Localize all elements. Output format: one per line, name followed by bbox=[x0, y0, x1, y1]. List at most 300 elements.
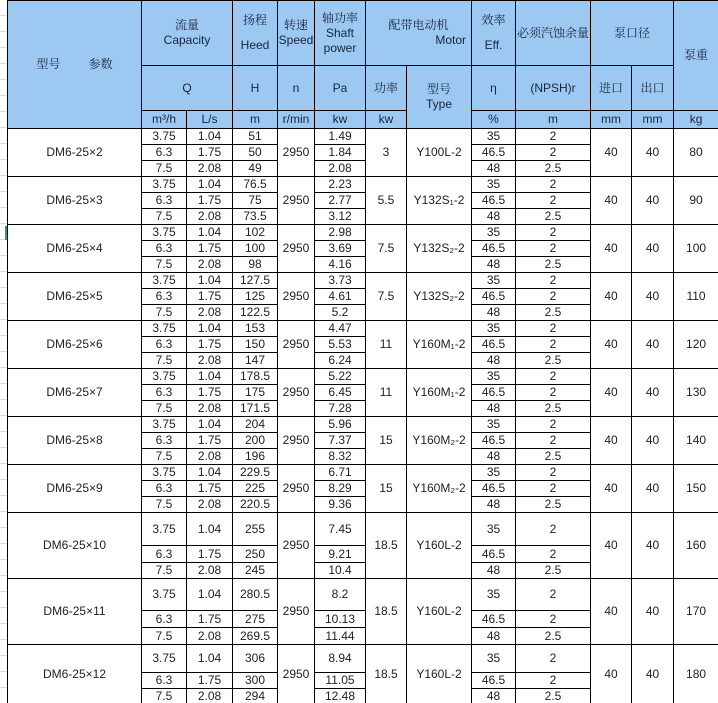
weight-cell: 140 bbox=[674, 417, 718, 465]
head-cell: 73.5 bbox=[233, 209, 278, 225]
outlet-cell: 40 bbox=[632, 513, 674, 579]
head-cell: 306 bbox=[233, 645, 278, 673]
motor-power-cell: 18.5 bbox=[366, 645, 407, 703]
motor-power-cell: 18.5 bbox=[366, 579, 407, 645]
q-ls-cell: 1.04 bbox=[187, 369, 233, 385]
q-m3h-cell: 6.3 bbox=[142, 145, 187, 161]
efficiency-cell: 46.5 bbox=[472, 673, 516, 689]
capacity-symbol: Q bbox=[142, 66, 233, 111]
table-row bbox=[8, 225, 718, 241]
speed-symbol: n bbox=[278, 66, 315, 111]
npsh-cell: 2 bbox=[516, 129, 591, 145]
q-m3h-cell: 3.75 bbox=[142, 465, 187, 481]
q-ls-cell: 2.08 bbox=[187, 305, 233, 321]
q-ls-cell: 1.04 bbox=[187, 417, 233, 433]
q-m3h-cell: 7.5 bbox=[142, 563, 187, 579]
speed-unit: r/min bbox=[278, 111, 315, 129]
head-cell: 250 bbox=[233, 546, 278, 563]
capacity-unit-ls: L/s bbox=[187, 111, 233, 129]
q-ls-cell: 1.04 bbox=[187, 465, 233, 481]
speed-cell: 2950 bbox=[278, 273, 315, 321]
q-m3h-cell: 7.5 bbox=[142, 401, 187, 417]
efficiency-cell: 46.5 bbox=[472, 337, 516, 353]
npsh-cell: 2 bbox=[516, 645, 591, 673]
q-m3h-cell: 3.75 bbox=[142, 321, 187, 337]
npsh-cell: 2 bbox=[516, 321, 591, 337]
model-cell: DM6-25×4 bbox=[8, 225, 142, 273]
q-m3h-cell: 6.3 bbox=[142, 385, 187, 401]
q-ls-cell: 1.75 bbox=[187, 385, 233, 401]
efficiency-cell: 46.5 bbox=[472, 433, 516, 449]
npsh-cell: 2 bbox=[516, 193, 591, 209]
efficiency-cell: 48 bbox=[472, 449, 516, 465]
q-m3h-cell: 3.75 bbox=[142, 369, 187, 385]
head-cell: 275 bbox=[233, 611, 278, 628]
q-ls-cell: 1.75 bbox=[187, 481, 233, 497]
head-cell: 153 bbox=[233, 321, 278, 337]
efficiency-cell: 48 bbox=[472, 305, 516, 321]
q-m3h-cell: 6.3 bbox=[142, 611, 187, 628]
outlet-cell: 40 bbox=[632, 321, 674, 369]
npsh-cell: 2 bbox=[516, 225, 591, 241]
npsh-cell: 2.5 bbox=[516, 628, 591, 645]
q-m3h-cell: 6.3 bbox=[142, 289, 187, 305]
shaft-power-cell: 12.48 bbox=[315, 689, 366, 703]
motor-header: 配带电动机 Motor bbox=[366, 1, 472, 66]
inlet-cell: 40 bbox=[591, 321, 632, 369]
outlet-cell: 40 bbox=[632, 417, 674, 465]
speed-cell: 2950 bbox=[278, 465, 315, 513]
head-cell: 125 bbox=[233, 289, 278, 305]
q-ls-cell: 1.75 bbox=[187, 433, 233, 449]
npsh-cell: 2.5 bbox=[516, 563, 591, 579]
motor-power-cell: 3 bbox=[366, 129, 407, 177]
shaft-power-cell: 3.12 bbox=[315, 209, 366, 225]
q-m3h-cell: 7.5 bbox=[142, 628, 187, 645]
q-ls-cell: 1.75 bbox=[187, 289, 233, 305]
pump-spec-table bbox=[7, 0, 718, 703]
efficiency-symbol: η bbox=[472, 66, 516, 111]
q-ls-cell: 1.04 bbox=[187, 645, 233, 673]
table-row bbox=[8, 369, 718, 385]
speed-cell: 2950 bbox=[278, 579, 315, 645]
q-m3h-cell: 3.75 bbox=[142, 417, 187, 433]
shaft-power-cell: 5.22 bbox=[315, 369, 366, 385]
npsh-cell: 2.5 bbox=[516, 353, 591, 369]
head-cell: 204 bbox=[233, 417, 278, 433]
shaft-power-cell: 8.94 bbox=[315, 645, 366, 673]
inlet-cell: 40 bbox=[591, 225, 632, 273]
weight-unit: kg bbox=[674, 111, 718, 129]
speed-cell: 2950 bbox=[278, 417, 315, 465]
q-m3h-cell: 3.75 bbox=[142, 129, 187, 145]
head-cell: 150 bbox=[233, 337, 278, 353]
weight-cell: 160 bbox=[674, 513, 718, 579]
npsh-header: 必须汽蚀余量 bbox=[516, 1, 591, 66]
efficiency-cell: 46.5 bbox=[472, 385, 516, 401]
pump-port-header: 泵口径 bbox=[591, 1, 674, 66]
shaft-power-cell: 4.47 bbox=[315, 321, 366, 337]
shaft-power-cell: 5.53 bbox=[315, 337, 366, 353]
npsh-cell: 2 bbox=[516, 337, 591, 353]
weight-cell: 180 bbox=[674, 645, 718, 703]
outlet-cell: 40 bbox=[632, 129, 674, 177]
shaft-power-cell: 11.44 bbox=[315, 628, 366, 645]
q-ls-cell: 1.75 bbox=[187, 611, 233, 628]
head-cell: 75 bbox=[233, 193, 278, 209]
q-m3h-cell: 3.75 bbox=[142, 645, 187, 673]
shaft-power-cell: 4.16 bbox=[315, 257, 366, 273]
npsh-unit: m bbox=[516, 111, 591, 129]
table-row bbox=[8, 579, 718, 611]
motor-type-cell: Y160L-2 bbox=[407, 579, 472, 645]
efficiency-cell: 46.5 bbox=[472, 241, 516, 257]
head-cell: 100 bbox=[233, 241, 278, 257]
shaft-power-cell: 7.37 bbox=[315, 433, 366, 449]
npsh-cell: 2 bbox=[516, 465, 591, 481]
q-m3h-cell: 6.3 bbox=[142, 546, 187, 563]
speed-cell: 2950 bbox=[278, 321, 315, 369]
motor-type-cell: Y160M₁-2 bbox=[407, 369, 472, 417]
head-cell: 280.5 bbox=[233, 579, 278, 611]
table-row bbox=[8, 177, 718, 193]
q-ls-cell: 1.04 bbox=[187, 177, 233, 193]
model-cell: DM6-25×11 bbox=[8, 579, 142, 645]
capacity-unit-m3h: m³/h bbox=[142, 111, 187, 129]
npsh-cell: 2 bbox=[516, 241, 591, 257]
efficiency-cell: 46.5 bbox=[472, 611, 516, 628]
q-ls-cell: 2.08 bbox=[187, 161, 233, 177]
outlet-unit: mm bbox=[632, 111, 674, 129]
shaft-power-cell: 1.84 bbox=[315, 145, 366, 161]
q-ls-cell: 1.75 bbox=[187, 241, 233, 257]
npsh-cell: 2 bbox=[516, 385, 591, 401]
weight-cell: 110 bbox=[674, 273, 718, 321]
motor-power-cell: 7.5 bbox=[366, 273, 407, 321]
npsh-cell: 2 bbox=[516, 513, 591, 546]
q-m3h-cell: 7.5 bbox=[142, 305, 187, 321]
inlet-cell: 40 bbox=[591, 645, 632, 703]
model-cell: DM6-25×8 bbox=[8, 417, 142, 465]
outlet-label: 出口 bbox=[632, 66, 674, 111]
weight-cell: 120 bbox=[674, 321, 718, 369]
npsh-cell: 2 bbox=[516, 289, 591, 305]
npsh-cell: 2 bbox=[516, 481, 591, 497]
head-cell: 200 bbox=[233, 433, 278, 449]
weight-cell: 170 bbox=[674, 579, 718, 645]
npsh-cell: 2 bbox=[516, 433, 591, 449]
shaft-power-symbol: Pa bbox=[315, 66, 366, 111]
shaft-power-cell: 9.21 bbox=[315, 546, 366, 563]
shaft-power-cell: 1.49 bbox=[315, 129, 366, 145]
speed-cell: 2950 bbox=[278, 129, 315, 177]
motor-power-cell: 11 bbox=[366, 321, 407, 369]
motor-type-cell: Y160M₂-2 bbox=[407, 465, 472, 513]
inlet-cell: 40 bbox=[591, 273, 632, 321]
efficiency-cell: 46.5 bbox=[472, 145, 516, 161]
head-cell: 49 bbox=[233, 161, 278, 177]
table-row bbox=[8, 513, 718, 546]
efficiency-cell: 35 bbox=[472, 273, 516, 289]
inlet-cell: 40 bbox=[591, 513, 632, 579]
npsh-cell: 2.5 bbox=[516, 449, 591, 465]
q-ls-cell: 1.04 bbox=[187, 225, 233, 241]
model-cell: DM6-25×3 bbox=[8, 177, 142, 225]
q-m3h-cell: 7.5 bbox=[142, 353, 187, 369]
motor-type-cell: Y160L-2 bbox=[407, 645, 472, 703]
motor-power-cell: 5.5 bbox=[366, 177, 407, 225]
head-cell: 255 bbox=[233, 513, 278, 546]
efficiency-cell: 48 bbox=[472, 689, 516, 703]
inlet-label: 进口 bbox=[591, 66, 632, 111]
speed-cell: 2950 bbox=[278, 513, 315, 579]
motor-type-cell: Y132S₁-2 bbox=[407, 177, 472, 225]
efficiency-cell: 48 bbox=[472, 401, 516, 417]
outlet-cell: 40 bbox=[632, 225, 674, 273]
model-cell: DM6-25×9 bbox=[8, 465, 142, 513]
weight-cell: 130 bbox=[674, 369, 718, 417]
motor-power-cell: 15 bbox=[366, 465, 407, 513]
efficiency-cell: 48 bbox=[472, 161, 516, 177]
efficiency-cell: 35 bbox=[472, 225, 516, 241]
head-symbol: H bbox=[233, 66, 278, 111]
q-ls-cell: 1.04 bbox=[187, 321, 233, 337]
head-cell: 225 bbox=[233, 481, 278, 497]
motor-power-cell: 7.5 bbox=[366, 225, 407, 273]
outlet-cell: 40 bbox=[632, 465, 674, 513]
q-m3h-cell: 6.3 bbox=[142, 433, 187, 449]
npsh-cell: 2 bbox=[516, 579, 591, 611]
inlet-cell: 40 bbox=[591, 369, 632, 417]
shaft-power-cell: 9.36 bbox=[315, 497, 366, 513]
model-label: 型号 bbox=[36, 57, 61, 71]
head-cell: 196 bbox=[233, 449, 278, 465]
motor-power-unit: kw bbox=[366, 111, 407, 129]
pump-weight-header: 泵重 bbox=[674, 1, 718, 111]
param-label: 参数 bbox=[88, 57, 113, 71]
motor-power-cell: 11 bbox=[366, 369, 407, 417]
table-row bbox=[8, 129, 718, 145]
q-m3h-cell: 3.75 bbox=[142, 177, 187, 193]
npsh-cell: 2.5 bbox=[516, 401, 591, 417]
npsh-cell: 2 bbox=[516, 546, 591, 563]
q-ls-cell: 2.08 bbox=[187, 497, 233, 513]
npsh-cell: 2 bbox=[516, 177, 591, 193]
inlet-cell: 40 bbox=[591, 129, 632, 177]
speed-cell: 2950 bbox=[278, 177, 315, 225]
q-ls-cell: 1.75 bbox=[187, 673, 233, 689]
q-m3h-cell: 7.5 bbox=[142, 257, 187, 273]
motor-type-cell: Y132S₂-2 bbox=[407, 273, 472, 321]
inlet-cell: 40 bbox=[591, 177, 632, 225]
q-m3h-cell: 7.5 bbox=[142, 449, 187, 465]
inlet-cell: 40 bbox=[591, 579, 632, 645]
model-cell: DM6-25×10 bbox=[8, 513, 142, 579]
efficiency-cell: 35 bbox=[472, 369, 516, 385]
head-cell: 147 bbox=[233, 353, 278, 369]
q-m3h-cell: 3.75 bbox=[142, 273, 187, 289]
q-ls-cell: 2.08 bbox=[187, 209, 233, 225]
outlet-cell: 40 bbox=[632, 177, 674, 225]
speed-cell: 2950 bbox=[278, 369, 315, 417]
npsh-cell: 2.5 bbox=[516, 689, 591, 703]
efficiency-cell: 46.5 bbox=[472, 289, 516, 305]
model-cell: DM6-25×5 bbox=[8, 273, 142, 321]
npsh-symbol: (NPSH)r bbox=[516, 66, 591, 111]
table-header bbox=[8, 1, 718, 129]
q-m3h-cell: 6.3 bbox=[142, 241, 187, 257]
npsh-cell: 2.5 bbox=[516, 209, 591, 225]
efficiency-cell: 48 bbox=[472, 209, 516, 225]
efficiency-cell: 35 bbox=[472, 465, 516, 481]
outlet-cell: 40 bbox=[632, 645, 674, 703]
shaft-power-unit: kw bbox=[315, 111, 366, 129]
shaft-power-cell: 2.77 bbox=[315, 193, 366, 209]
motor-type-cell: Y132S₂-2 bbox=[407, 225, 472, 273]
efficiency-unit: % bbox=[472, 111, 516, 129]
npsh-cell: 2.5 bbox=[516, 161, 591, 177]
shaft-power-cell: 8.32 bbox=[315, 449, 366, 465]
inlet-cell: 40 bbox=[591, 417, 632, 465]
q-ls-cell: 1.04 bbox=[187, 513, 233, 546]
q-ls-cell: 2.08 bbox=[187, 628, 233, 645]
motor-type-label: 型号 Type bbox=[407, 66, 472, 129]
speed-cell: 2950 bbox=[278, 645, 315, 703]
speed-header: 转速 Speed bbox=[278, 1, 315, 66]
npsh-cell: 2 bbox=[516, 611, 591, 628]
table-row bbox=[8, 417, 718, 433]
q-m3h-cell: 6.3 bbox=[142, 673, 187, 689]
model-param-header bbox=[8, 1, 142, 129]
motor-type-cell: Y160L-2 bbox=[407, 513, 472, 579]
speed-cell: 2950 bbox=[278, 225, 315, 273]
outlet-cell: 40 bbox=[632, 369, 674, 417]
npsh-cell: 2.5 bbox=[516, 257, 591, 273]
motor-type-cell: Y100L-2 bbox=[407, 129, 472, 177]
npsh-cell: 2 bbox=[516, 145, 591, 161]
efficiency-cell: 35 bbox=[472, 321, 516, 337]
table-row bbox=[8, 465, 718, 481]
shaft-power-cell: 8.2 bbox=[315, 579, 366, 611]
efficiency-cell: 46.5 bbox=[472, 546, 516, 563]
motor-type-cell: Y160M₂-2 bbox=[407, 417, 472, 465]
capacity-header: 流量 Capacity bbox=[142, 1, 233, 66]
head-cell: 220.5 bbox=[233, 497, 278, 513]
inlet-unit: mm bbox=[591, 111, 632, 129]
shaft-power-cell: 3.73 bbox=[315, 273, 366, 289]
shaft-power-cell: 10.13 bbox=[315, 611, 366, 628]
head-unit: m bbox=[233, 111, 278, 129]
q-m3h-cell: 3.75 bbox=[142, 513, 187, 546]
shaft-power-cell: 11.05 bbox=[315, 673, 366, 689]
npsh-cell: 2 bbox=[516, 673, 591, 689]
table-row bbox=[8, 645, 718, 673]
motor-power-cell: 15 bbox=[366, 417, 407, 465]
table-row bbox=[8, 321, 718, 337]
shaft-power-cell: 6.45 bbox=[315, 385, 366, 401]
q-m3h-cell: 6.3 bbox=[142, 337, 187, 353]
q-ls-cell: 1.75 bbox=[187, 145, 233, 161]
q-m3h-cell: 7.5 bbox=[142, 497, 187, 513]
q-ls-cell: 2.08 bbox=[187, 401, 233, 417]
shaft-power-cell: 7.28 bbox=[315, 401, 366, 417]
q-ls-cell: 1.75 bbox=[187, 337, 233, 353]
shaft-power-cell: 3.69 bbox=[315, 241, 366, 257]
table-body bbox=[8, 129, 718, 703]
q-ls-cell: 2.08 bbox=[187, 689, 233, 703]
q-m3h-cell: 3.75 bbox=[142, 225, 187, 241]
q-ls-cell: 1.04 bbox=[187, 273, 233, 289]
head-cell: 245 bbox=[233, 563, 278, 579]
q-ls-cell: 2.08 bbox=[187, 449, 233, 465]
shaft-power-cell: 4.61 bbox=[315, 289, 366, 305]
q-m3h-cell: 7.5 bbox=[142, 209, 187, 225]
shaft-power-cell: 5.96 bbox=[315, 417, 366, 433]
shaft-power-cell: 6.24 bbox=[315, 353, 366, 369]
head-header: 扬程 Heed bbox=[233, 1, 278, 66]
model-cell: DM6-25×7 bbox=[8, 369, 142, 417]
efficiency-cell: 48 bbox=[472, 353, 516, 369]
q-m3h-cell: 7.5 bbox=[142, 161, 187, 177]
q-ls-cell: 1.75 bbox=[187, 193, 233, 209]
head-cell: 98 bbox=[233, 257, 278, 273]
head-cell: 300 bbox=[233, 673, 278, 689]
model-cell: DM6-25×12 bbox=[8, 645, 142, 703]
efficiency-cell: 48 bbox=[472, 563, 516, 579]
q-ls-cell: 1.75 bbox=[187, 546, 233, 563]
head-cell: 294 bbox=[233, 689, 278, 703]
q-m3h-cell: 3.75 bbox=[142, 579, 187, 611]
q-ls-cell: 1.04 bbox=[187, 129, 233, 145]
table-row bbox=[8, 273, 718, 289]
shaft-power-cell: 2.08 bbox=[315, 161, 366, 177]
motor-power-label: 功率 bbox=[366, 66, 407, 111]
efficiency-cell: 35 bbox=[472, 513, 516, 546]
shaft-power-cell: 2.98 bbox=[315, 225, 366, 241]
shaft-power-cell: 7.45 bbox=[315, 513, 366, 546]
efficiency-cell: 35 bbox=[472, 177, 516, 193]
npsh-cell: 2 bbox=[516, 369, 591, 385]
efficiency-cell: 46.5 bbox=[472, 481, 516, 497]
q-m3h-cell: 6.3 bbox=[142, 193, 187, 209]
shaft-power-header: 轴功率 Shaft power bbox=[315, 1, 366, 66]
efficiency-header: 效率 Eff. bbox=[472, 1, 516, 66]
efficiency-cell: 48 bbox=[472, 497, 516, 513]
weight-cell: 150 bbox=[674, 465, 718, 513]
head-cell: 122.5 bbox=[233, 305, 278, 321]
inlet-cell: 40 bbox=[591, 465, 632, 513]
head-cell: 51 bbox=[233, 129, 278, 145]
head-cell: 171.5 bbox=[233, 401, 278, 417]
shaft-power-cell: 10.4 bbox=[315, 563, 366, 579]
efficiency-cell: 46.5 bbox=[472, 193, 516, 209]
head-cell: 175 bbox=[233, 385, 278, 401]
head-cell: 229.5 bbox=[233, 465, 278, 481]
q-ls-cell: 2.08 bbox=[187, 563, 233, 579]
q-ls-cell: 2.08 bbox=[187, 353, 233, 369]
shaft-power-cell: 8.29 bbox=[315, 481, 366, 497]
efficiency-cell: 35 bbox=[472, 579, 516, 611]
weight-cell: 100 bbox=[674, 225, 718, 273]
q-ls-cell: 1.04 bbox=[187, 579, 233, 611]
head-cell: 178.5 bbox=[233, 369, 278, 385]
head-cell: 50 bbox=[233, 145, 278, 161]
weight-cell: 80 bbox=[674, 129, 718, 177]
shaft-power-cell: 5.2 bbox=[315, 305, 366, 321]
efficiency-cell: 48 bbox=[472, 257, 516, 273]
left-margin-gridlines bbox=[0, 0, 7, 703]
shaft-power-cell: 2.23 bbox=[315, 177, 366, 193]
